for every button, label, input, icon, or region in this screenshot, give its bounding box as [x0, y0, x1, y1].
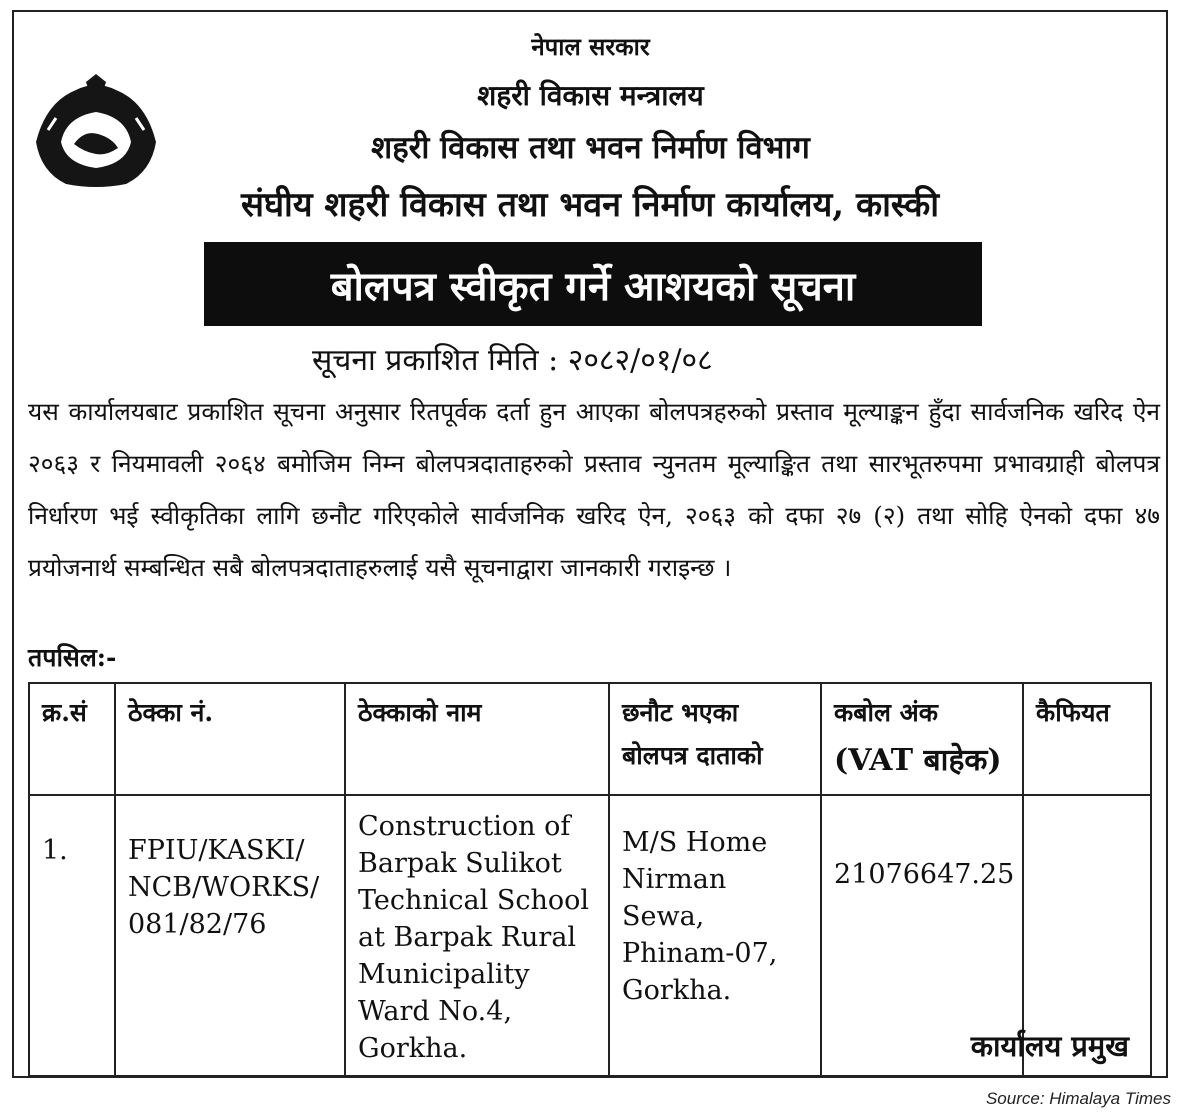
source-credit: Source: Himalaya Times	[985, 1089, 1171, 1108]
details-label: तपसिल:-	[28, 643, 117, 672]
notice-body: यस कार्यालयबाट प्रकाशित सूचना अनुसार रितपूर्वक दर्ता हुन आएका बोलपत्रहरुको प्रस्ताव मूल्याङ्कन हुँदा सार्वजनिक खरिद ऐन २०६३ र नियमावली २०६४ बमोजिम निम्न बोलपत्रदाताहरुको प्रस्ताव न्युनतम मूल्याङ्कित तथा सारभूतरुपमा प्रभावग्राही बोलपत्र निर्धारण भई स्वीकृतिका लागि छनौट गरिएकोले सार्वजनिक खरिद ऐन, २०६३ को दफा २७ (२) तथा सोहि ऐनको दफा ४७ प्रयोजनार्थ सम्बन्धित सबै बोलपत्रदाताहरुलाई यसै सूचनाद्वारा जानकारी गराइन्छ ।	[28, 397, 1160, 582]
cell-serial: 1.	[29, 795, 115, 1076]
header-bid-amount-note: (VAT बाहेक)	[834, 742, 1002, 778]
ministry-name: शहरी विकास मन्त्रालय	[477, 79, 704, 112]
header-serial: क्र.सं	[29, 683, 115, 795]
header-contract-no: ठेक्का नं.	[115, 683, 345, 795]
header-contract-name: ठेक्काको नाम	[345, 683, 609, 795]
award-table	[28, 682, 1152, 1077]
office-chief-signature: कार्यालय प्रमुख	[970, 1029, 1129, 1063]
office-name: संघीय शहरी विकास तथा भवन निर्माण कार्यालय, कास्की	[240, 185, 940, 225]
department-name: शहरी विकास तथा भवन निर्माण विभाग	[371, 130, 810, 166]
header-bidder: छनौट भएका बोलपत्र दाताको	[609, 683, 821, 795]
header-bid-amount	[821, 683, 1023, 795]
header-bid-amount-label: कबोल अंक	[834, 698, 938, 727]
government-name: नेपाल सरकार	[531, 32, 650, 61]
header-remarks: कैफियत	[1023, 683, 1151, 795]
notice-title-banner	[204, 242, 982, 326]
notice-title: बोलपत्र स्वीकृत गर्ने आशयको सूचना	[330, 262, 856, 310]
publication-date: सूचना प्रकाशित मिति : २०८२/०१/०८	[312, 343, 713, 378]
cell-contract-name: Construction of Barpak Sulikot Technical School at Barpak Rural Municipality Ward No.4, Gorkha.	[345, 795, 609, 1076]
cell-contract-no: FPIU/KASKI/ NCB/WORKS/ 081/82/76	[115, 795, 345, 1076]
cell-bid-amount: 21076647.25	[821, 795, 1023, 1076]
cell-bidder: M/S Home Nirman Sewa, Phinam-07, Gorkha.	[609, 795, 821, 1076]
table-header-row	[29, 683, 1151, 795]
